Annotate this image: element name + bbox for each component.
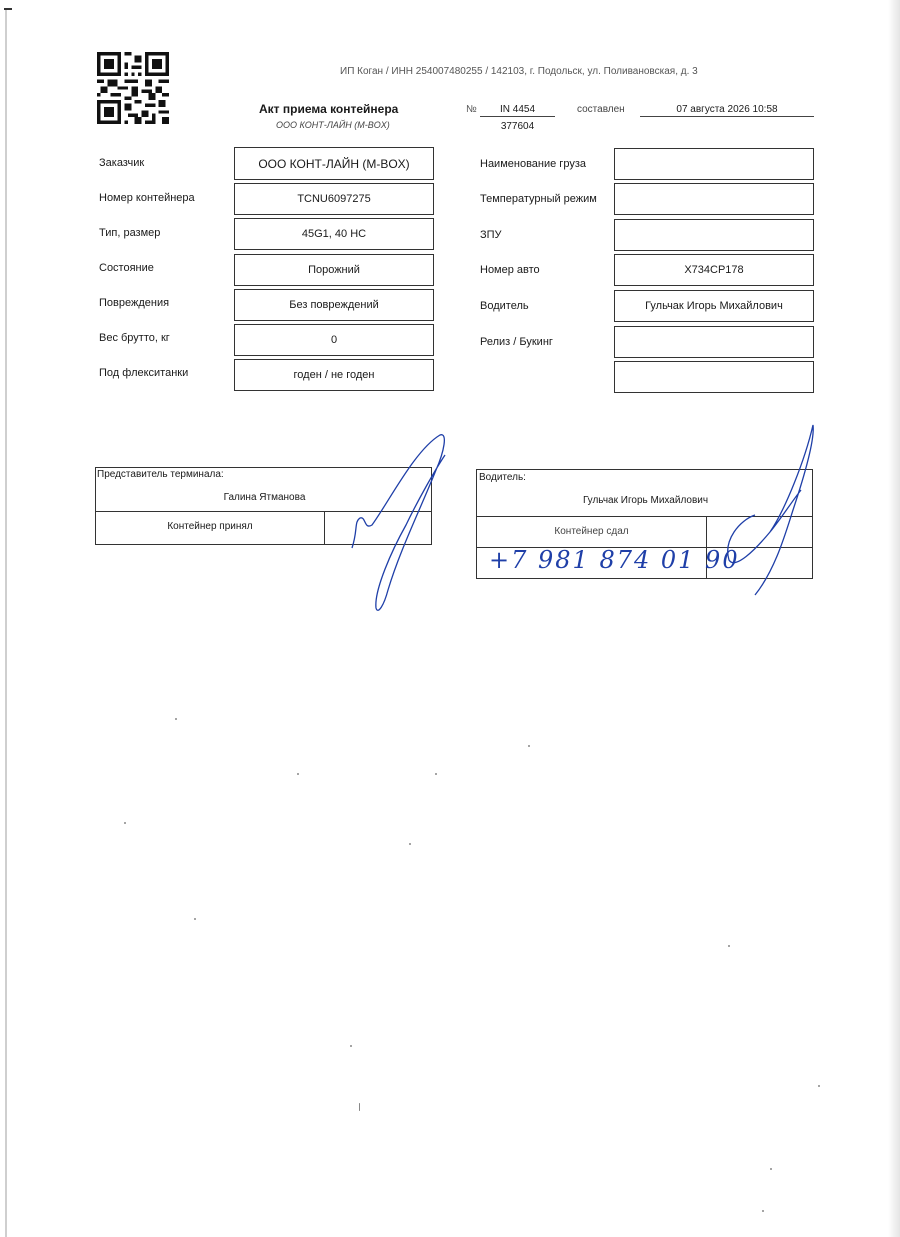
scan-speck: [770, 1168, 772, 1170]
scan-edge: [5, 8, 7, 1237]
field-value-condition: Порожний: [234, 254, 434, 286]
scan-speck: [528, 745, 530, 747]
field-value-release-booking: [614, 326, 814, 358]
field-label-damage: Повреждения: [99, 297, 170, 309]
scan-speck: [435, 773, 437, 775]
field-value-cargo-name: [614, 148, 814, 180]
scan-speck: [409, 843, 411, 845]
field-value-damage: Без повреждений: [234, 289, 434, 321]
field-label-cargo-name: Наименование груза: [480, 158, 586, 170]
field-value-seal: [614, 219, 814, 251]
terminal-rep-name: Галина Ятманова: [223, 492, 306, 503]
issuer-line: ИП Коган / ИНН 254007480255 / 142103, г. Подольск, ул. Поливановская, д. 3: [340, 66, 698, 77]
field-value-customer: ООО КОНТ-ЛАЙН (M-BOX): [234, 147, 434, 180]
field-label-type-size: Тип, размер: [99, 227, 161, 239]
composed-label: составлен: [577, 104, 625, 115]
qr-code: [97, 52, 169, 124]
scan-speck: [194, 918, 196, 920]
scan-corner-mark: [4, 8, 12, 10]
scan-shadow: [888, 0, 900, 1237]
field-label-flexitank: Под флекситанки: [99, 367, 189, 379]
driver-signature: [715, 420, 825, 600]
field-value-vehicle-number: Х734СР178: [614, 254, 814, 286]
field-label-temperature: Температурный режим: [480, 193, 597, 205]
handwritten-phone: +7 981 874 01 90: [489, 546, 740, 574]
field-value-temperature: [614, 183, 814, 215]
field-label-container-number: Номер контейнера: [99, 192, 195, 204]
driver-action: Контейнер сдал: [554, 526, 629, 537]
driver-name: Гульчак Игорь Михайлович: [582, 495, 709, 506]
scan-speck: [818, 1085, 820, 1087]
scan-speck: [359, 1103, 360, 1111]
driver-heading: Водитель:: [479, 472, 526, 483]
scan-speck: [175, 718, 177, 720]
document-date: 07 августа 2026 10:58: [640, 104, 814, 117]
terminal-signature: [340, 430, 460, 620]
terminal-heading: Представитель терминала:: [97, 469, 224, 480]
scan-speck: [762, 1210, 764, 1212]
field-value-gross-weight: 0: [234, 324, 434, 356]
field-value-container-number: TCNU6097275: [234, 183, 434, 215]
field-value-flexitank: годен / не годен: [234, 359, 434, 391]
field-value-extra: [614, 361, 814, 393]
field-value-type-size: 45G1, 40 HC: [234, 218, 434, 250]
field-label-release-booking: Релиз / Букинг: [480, 336, 553, 348]
field-value-driver: Гульчак Игорь Михайлович: [614, 290, 814, 322]
document-subtitle: ООО КОНТ-ЛАЙН (M-BOX): [276, 120, 390, 130]
terminal-action: Контейнер принял: [167, 521, 253, 532]
document-number: IN 4454: [480, 104, 555, 117]
document-title: Акт приема контейнера: [259, 102, 399, 116]
scan-speck: [297, 773, 299, 775]
field-label-vehicle-number: Номер авто: [480, 264, 540, 276]
field-label-gross-weight: Вес брутто, кг: [99, 332, 170, 344]
scan-speck: [350, 1045, 352, 1047]
field-label-customer: Заказчик: [99, 157, 145, 169]
scan-speck: [124, 822, 126, 824]
field-label-condition: Состояние: [99, 262, 154, 274]
field-label-seal: ЗПУ: [480, 229, 502, 241]
scan-speck: [728, 945, 730, 947]
document-number-secondary: 377604: [500, 121, 535, 132]
field-label-driver: Водитель: [480, 300, 529, 312]
terminal-cell-divider: [324, 511, 325, 545]
number-label: №: [466, 104, 477, 115]
